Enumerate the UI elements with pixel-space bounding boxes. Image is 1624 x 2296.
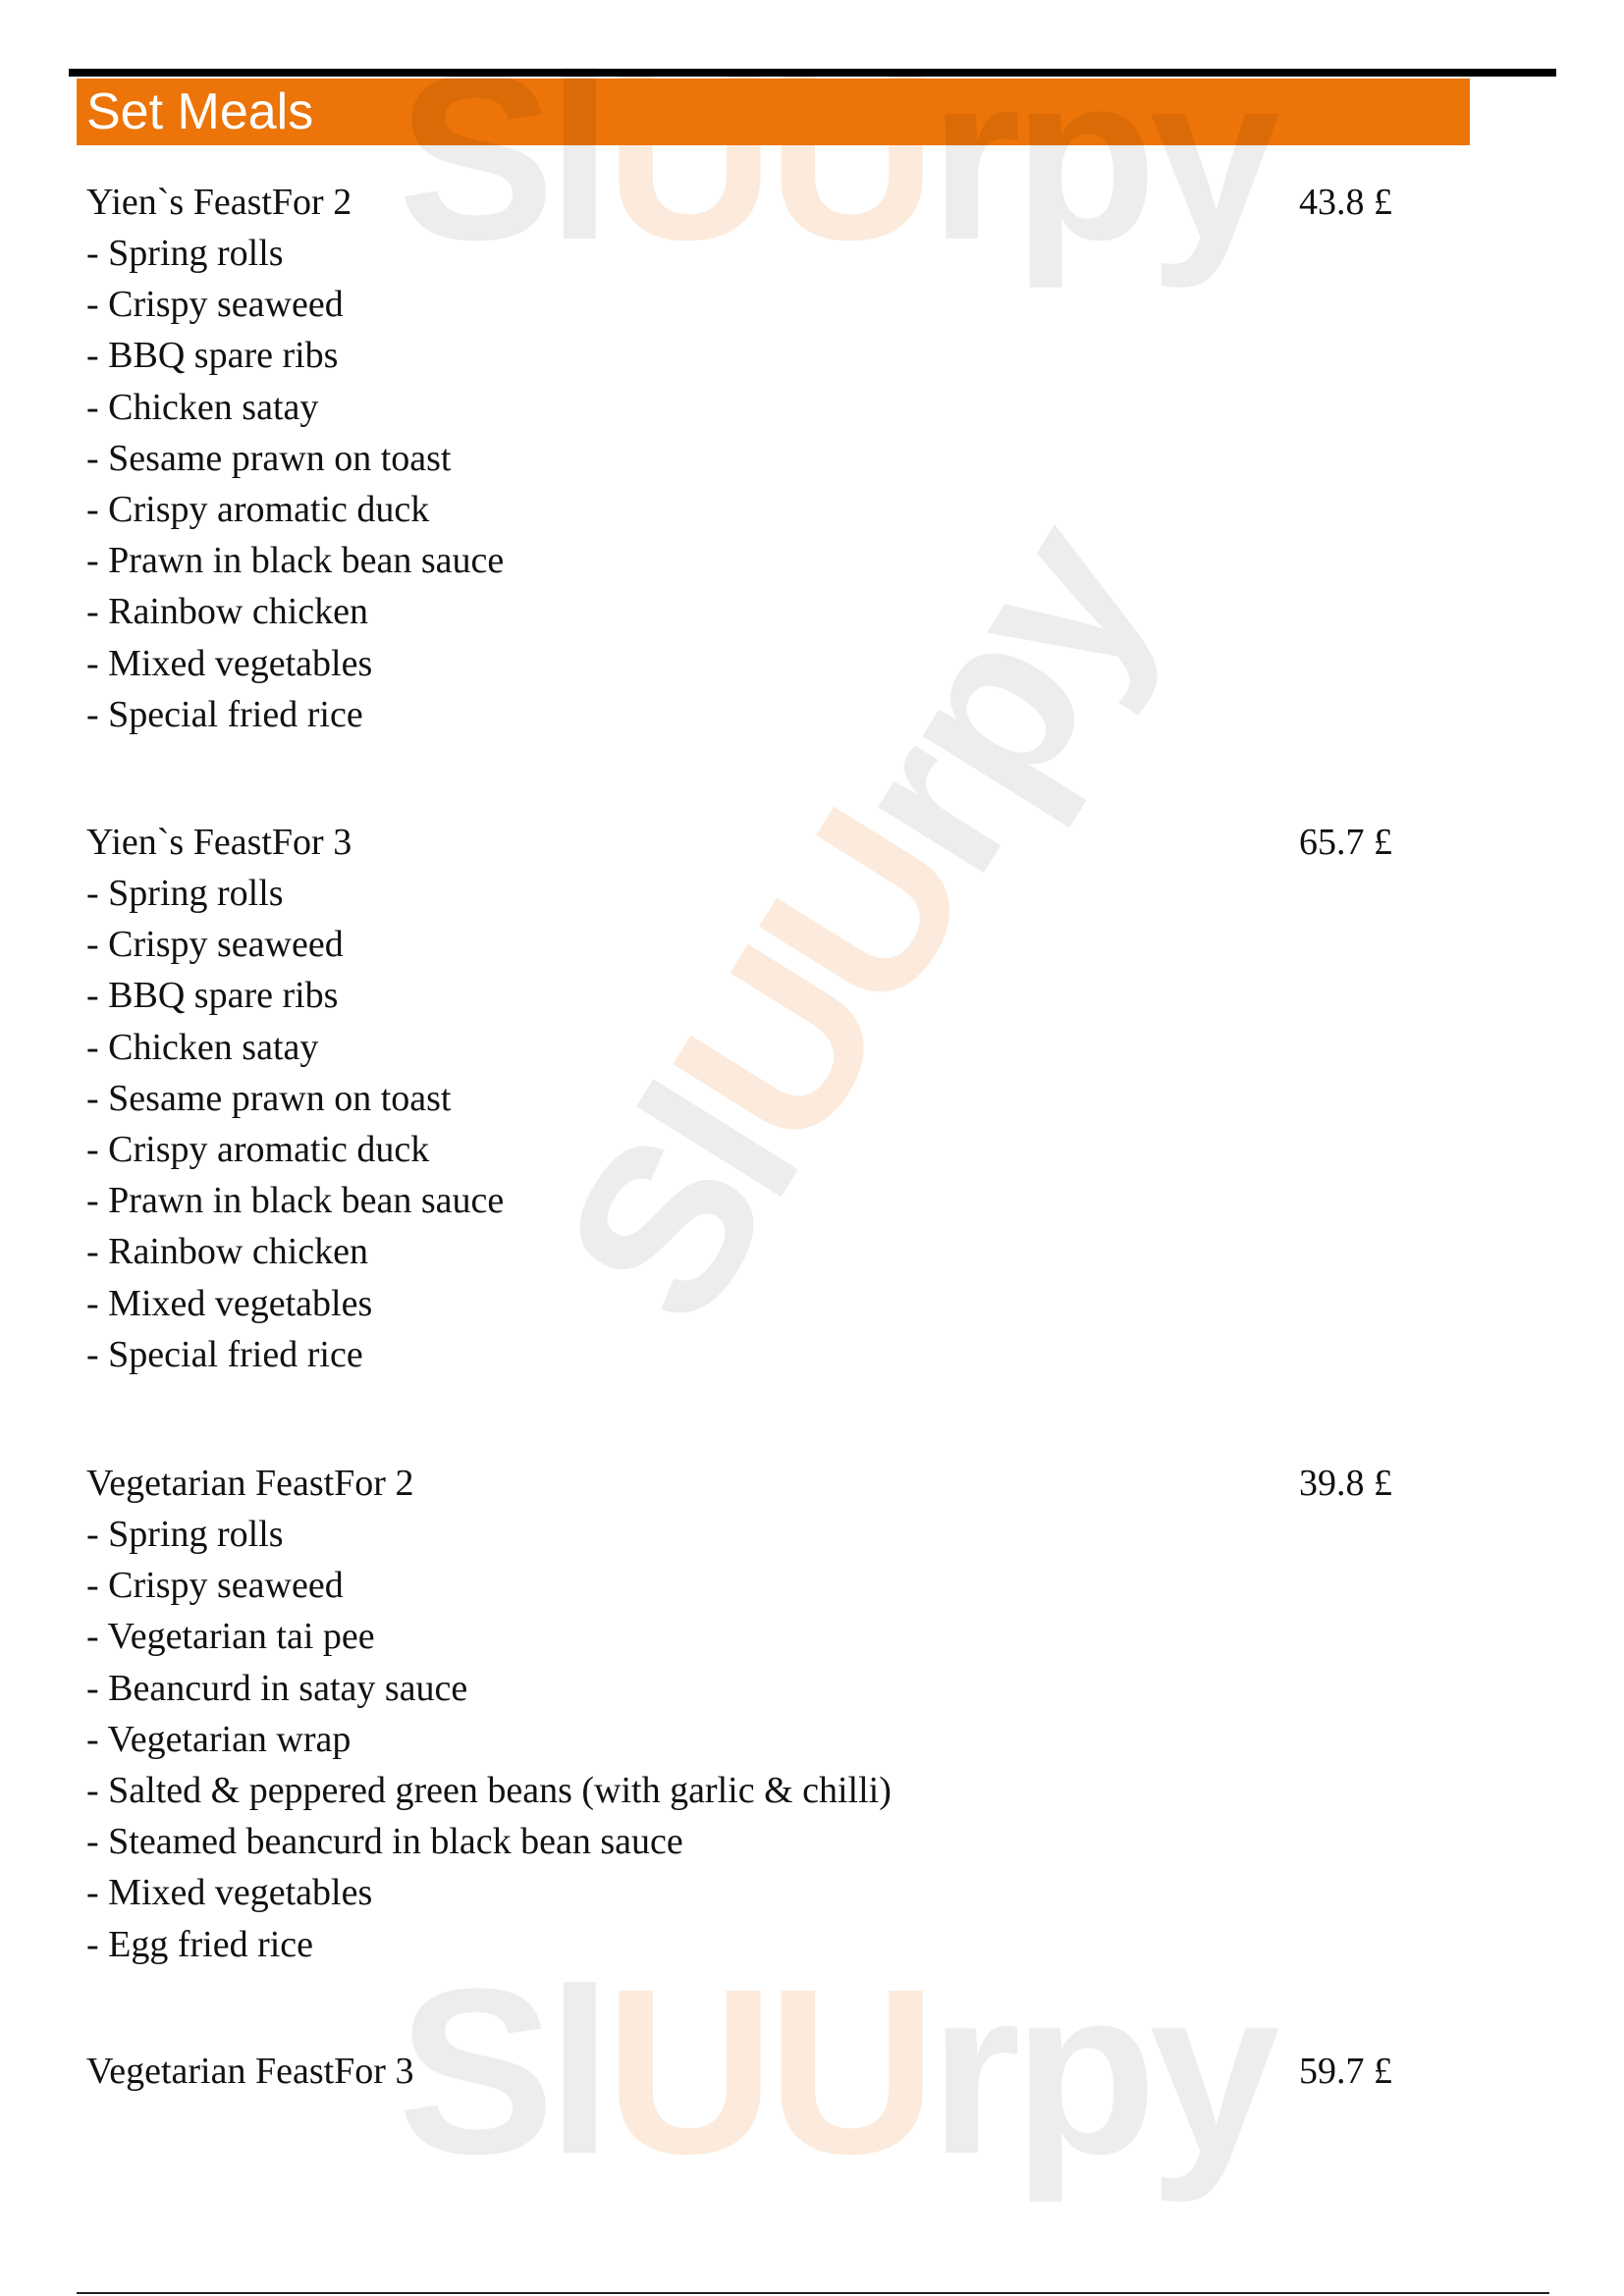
meal-title: Vegetarian FeastFor 3 bbox=[86, 2051, 414, 2092]
meal-item: - Mixed vegetables bbox=[86, 1872, 373, 1914]
watermark-text-part: rpy bbox=[793, 482, 1200, 914]
watermark-text-part: Sl bbox=[512, 1048, 845, 1364]
watermark-text-part: rpy bbox=[929, 1940, 1272, 2203]
meal-items bbox=[86, 1509, 1392, 1970]
meal-item: - Crispy seaweed bbox=[86, 284, 344, 326]
watermark-text-part: Sl bbox=[398, 26, 605, 289]
meal-item: - Salted & peppered green beans (with garlic & chilli) bbox=[86, 1769, 892, 1811]
meal-price: 59.7 £ bbox=[1299, 2051, 1392, 2092]
bottom-rule bbox=[77, 2292, 1549, 2294]
meal-item: - Special fried rice bbox=[86, 1333, 363, 1375]
meal-item: - Spring rolls bbox=[86, 1514, 284, 1555]
watermark-text-part: UU bbox=[604, 26, 930, 289]
meal-item: - Egg fried rice bbox=[86, 1923, 314, 1965]
meal-block bbox=[86, 817, 1392, 1380]
meal-item: - Mixed vegetables bbox=[86, 642, 373, 684]
meal-item: - Prawn in black bean sauce bbox=[86, 540, 505, 582]
meal-item: - Chicken satay bbox=[86, 386, 319, 428]
meal-item: - Sesame prawn on toast bbox=[86, 1077, 452, 1119]
watermark-text-part: rpy bbox=[929, 26, 1272, 289]
meal-block bbox=[86, 1458, 1392, 1970]
meal-items bbox=[86, 868, 1392, 1380]
section-title: Set Meals bbox=[86, 83, 314, 140]
meal-block bbox=[86, 2046, 1392, 2097]
meal-price: 65.7 £ bbox=[1299, 822, 1392, 863]
meal-block bbox=[86, 177, 1392, 740]
top-rule bbox=[69, 69, 1556, 77]
meal-item: - Vegetarian wrap bbox=[86, 1718, 352, 1760]
section-header bbox=[77, 79, 1470, 145]
meal-item: - Special fried rice bbox=[86, 693, 363, 735]
meal-title: Yien`s FeastFor 3 bbox=[86, 822, 352, 863]
meal-item: - Rainbow chicken bbox=[86, 1231, 369, 1273]
meal-item: - BBQ spare ribs bbox=[86, 975, 339, 1017]
meal-title: Vegetarian FeastFor 2 bbox=[86, 1463, 414, 1504]
meal-item: - Sesame prawn on toast bbox=[86, 437, 452, 479]
meal-item: - BBQ spare ribs bbox=[86, 335, 339, 377]
meal-item: - Mixed vegetables bbox=[86, 1282, 373, 1324]
meal-item: - Prawn in black bean sauce bbox=[86, 1180, 505, 1222]
meal-title: Yien`s FeastFor 2 bbox=[86, 182, 352, 223]
meal-item: - Crispy seaweed bbox=[86, 924, 344, 966]
meal-item: - Rainbow chicken bbox=[86, 591, 369, 633]
meal-item: - Chicken satay bbox=[86, 1026, 319, 1068]
meal-item: - Steamed beancurd in black bean sauce bbox=[86, 1821, 683, 1863]
watermark-text-part: Sl bbox=[398, 1940, 605, 2203]
meal-item: - Spring rolls bbox=[86, 233, 284, 274]
meal-item: - Vegetarian tai pee bbox=[86, 1616, 375, 1658]
watermark-text-part: UU bbox=[622, 774, 1018, 1189]
meal-item: - Crispy aromatic duck bbox=[86, 1128, 430, 1170]
watermark-text-part: UU bbox=[604, 1940, 930, 2203]
meal-item: - Crispy aromatic duck bbox=[86, 488, 430, 530]
meal-item: - Spring rolls bbox=[86, 873, 284, 914]
meal-price: 43.8 £ bbox=[1299, 182, 1392, 223]
meal-item: - Crispy seaweed bbox=[86, 1565, 344, 1607]
meal-item: - Beancurd in satay sauce bbox=[86, 1667, 468, 1709]
meal-price: 39.8 £ bbox=[1299, 1463, 1392, 1504]
meal-items bbox=[86, 228, 1392, 740]
